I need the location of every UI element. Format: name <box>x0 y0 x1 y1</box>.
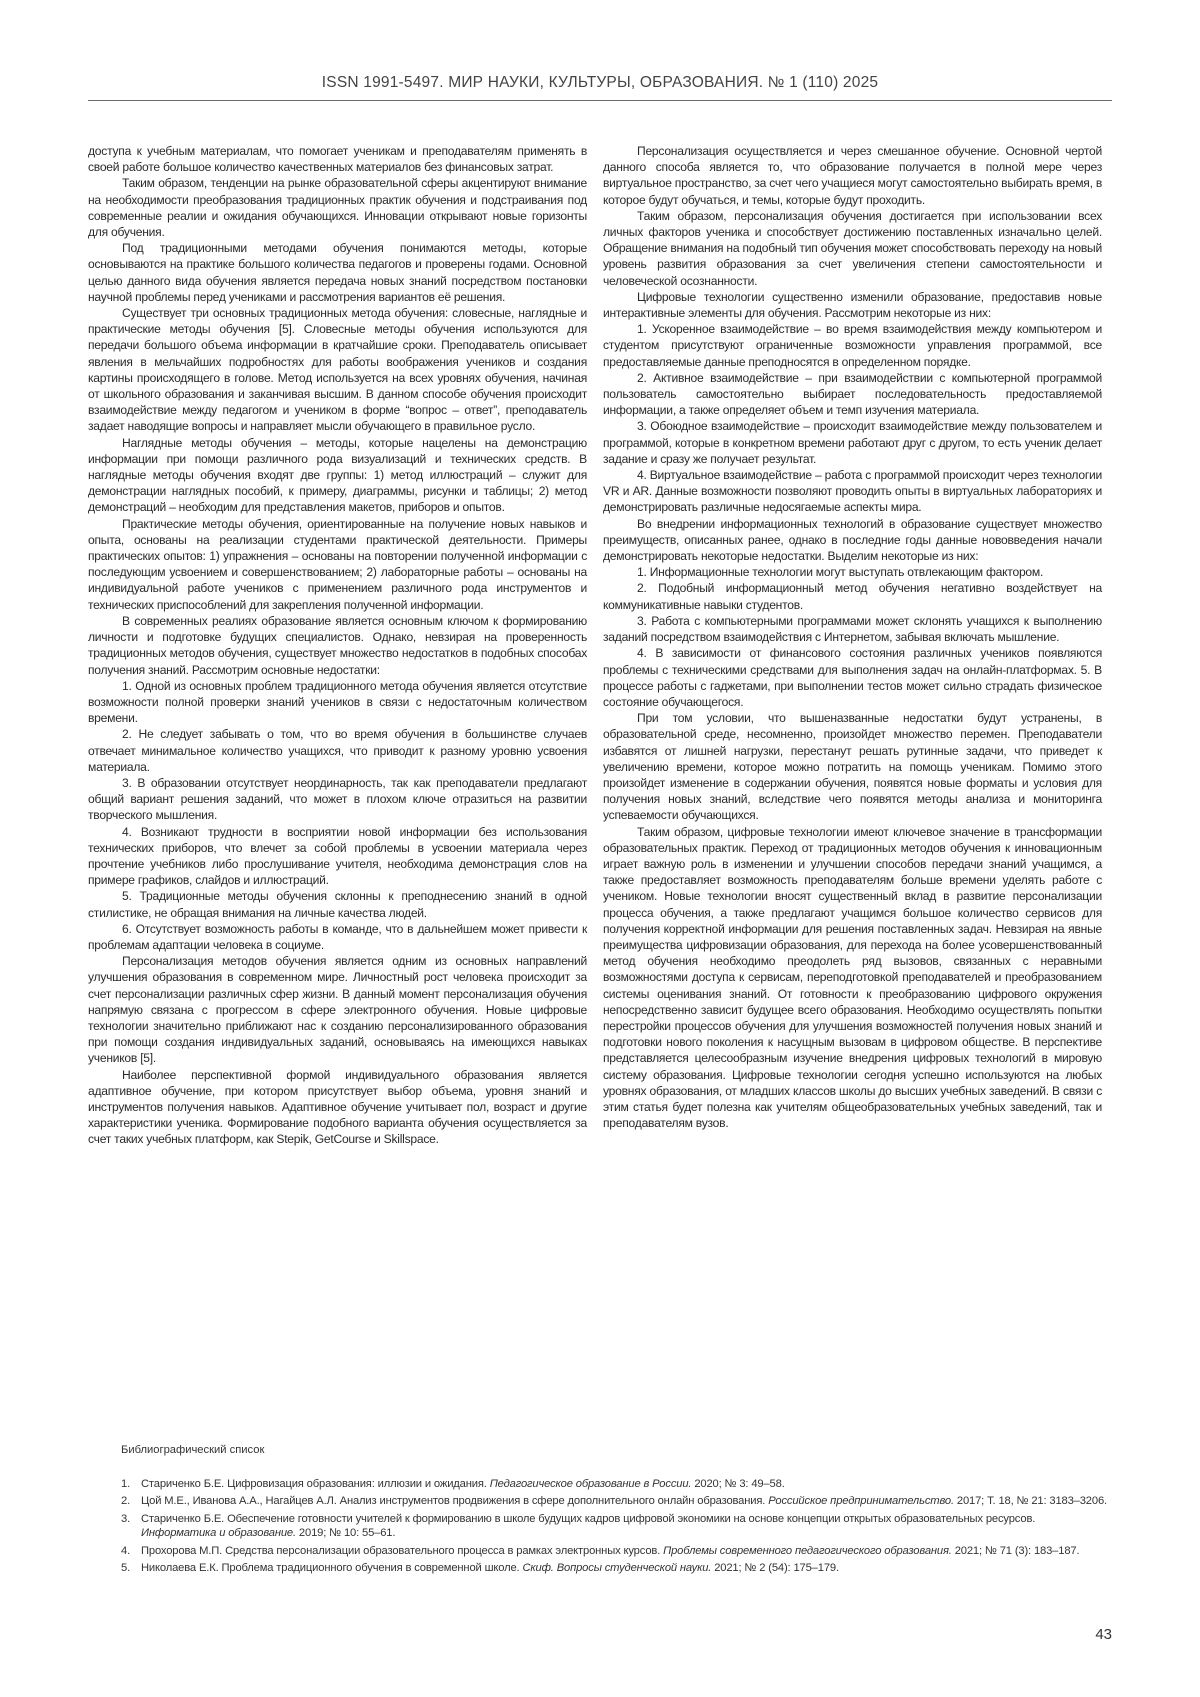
reference-number: 1. <box>121 1477 141 1492</box>
reference-text: Цой М.Е., Иванова А.А., Нагайцев А.Л. Анализ инструментов продвижения в сфере дополнительного онлайн образования. <box>141 1495 768 1507</box>
list-item: 4. Возникают трудности в восприятии новой информации без использования технических приборов, что влечет за собой проблемы в усвоении материала через прочтение учебников либо прослушивание учителя, необходима демонстрация слов на примере графиков, слайдов и иллюстраций. <box>88 824 587 889</box>
list-item: 4. В зависимости от финансового состояния различных учеников появляются проблемы с техническими средствами для выполнения задач на онлайн-платформах. 5. В процессе работы с гаджетами, при выполнении тестов может сильно страдать физическое состояние обучающегося. <box>603 645 1102 710</box>
reference-number: 5. <box>121 1561 141 1576</box>
reference-item <box>88 1477 1112 1492</box>
reference-details: 2017; Т. 18, № 21: 3183–3206. <box>954 1495 1107 1507</box>
paragraph: Персонализация методов обучения является одним из основных направлений улучшения образования в современном мире. Личностный рост человека происходит за счет персонализации различных сфер жизни. В данный момент персонализация обучения напрямую связана с прогрессом в сфере электронного обучения. Новые цифровые технологии значительно приближают нас к созданию персонализированного образования при помощи создания индивидуальных заданий, основываясь на имеющихся навыках учеников [5]. <box>88 953 587 1066</box>
list-item: 1. Одной из основных проблем традиционного метода обучения является отсутствие возможности полной проверки знаний учеников в связи с недостаточным количеством времени. <box>88 678 587 727</box>
list-item: 3. Работа с компьютерными программами может склонять учащихся к выполнению заданий посредством взаимодействия с Интернетом, забывая включать мышление. <box>603 613 1102 645</box>
list-item: 4. Виртуальное взаимодействие – работа с программой происходит через технологии VR и AR. Данные возможности позволяют проводить опыты в виртуальных лабораториях и демонстрировать различные недосягаемые аспекты мира. <box>603 467 1102 516</box>
paragraph: Наиболее перспективной формой индивидуального образования является адаптивное обучение, при котором присутствует выбор объема, уровня знаний и инструментов получения навыков. Адаптивное обучение учитывает пол, возраст и другие характеристики ученика. Формирование подобного варианта обучения осуществляется за счет таких учебных платформ, как Stepik, GetCourse и Skillspace. <box>88 1067 587 1148</box>
reference-journal: Педагогическое образование в России. <box>490 1478 692 1490</box>
bibliography-title: Библиографический список <box>121 1443 1112 1458</box>
reference-number: 2. <box>121 1494 141 1509</box>
list-item: 1. Информационные технологии могут выступать отвлекающим фактором. <box>603 564 1102 580</box>
list-item: 3. В образовании отсутствует неординарность, так как преподаватели предлагают общий вариант решения заданий, что может в плохом ключе отразиться на развитии творческого мышления. <box>88 775 587 824</box>
list-item: 2. Не следует забывать о том, что во время обучения в большинстве случаев отвечает минимальное количество учащихся, что приводит к разному уровню усвоения материала. <box>88 726 587 775</box>
list-item: 5. Традиционные методы обучения склонны к преподнесению знаний в одной стилистике, не обращая внимания на личные качества людей. <box>88 888 587 920</box>
reference-journal: Скиф. Вопросы студенческой науки. <box>522 1562 711 1574</box>
reference-details: 2021; № 71 (3): 183–187. <box>952 1545 1080 1557</box>
paragraph: доступа к учебным материалам, что помогает ученикам и преподавателям применять в своей работе большое количество качественных материалов без финансовых затрат. <box>88 143 587 175</box>
page-number: 43 <box>1095 1626 1112 1643</box>
reference-text: Прохорова М.П. Средства персонализации образовательного процесса в рамках электронных курсов. <box>141 1545 663 1557</box>
journal-header-title: ISSN 1991-5497. МИР НАУКИ, КУЛЬТУРЫ, ОБРАЗОВАНИЯ. № 1 (110) 2025 <box>322 74 878 91</box>
paragraph: Таким образом, персонализация обучения достигается при использовании всех личных факторов ученика и способствует достижению поставленных изначально целей. Обращение внимания на подобный тип обучения может способствовать переходу на новый уровень развития образования за счет увеличения степени самостоятельности и человеческой осознанности. <box>603 208 1102 289</box>
list-item: 1. Ускоренное взаимодействие – во время взаимодействия между компьютером и студентом присутствуют ограниченные возможности управления программой, все предоставляемые данные преподносятся в определенном порядке. <box>603 321 1102 370</box>
paragraph: Существует три основных традиционных метода обучения: словесные, наглядные и практические методы обучения [5]. Словесные методы обучения используются для передачи большого объема информации в кратчайшие сроки. Преподаватель описывает явления в мельчайших подробностях для работы воображения учеников и создания картины происходящего в голове. Метод используется на всех уровнях обучения, начиная от школьного образования и заканчивая высшим. В данном способе обучения происходит взаимодействие между педагогом и учеником в форме “вопрос – ответ”, преподаватель задает наводящие вопросы и направляет мысли обучающего в правильное русло. <box>88 305 587 435</box>
reference-item <box>88 1561 1112 1576</box>
reference-item <box>88 1494 1112 1509</box>
paragraph: Таким образом, тенденции на рынке образовательной сферы акцентируют внимание на необходимости преобразования традиционных практик обучения и подстраивания под современные реалии и ожидания обучающихся. Инновации открывают новые горизонты для обучения. <box>88 175 587 240</box>
paragraph: Практические методы обучения, ориентированные на получение новых навыков и опыта, основаны на реализации студентами практической деятельности. Примеры практических опытов: 1) упражнения – основаны на повторении полученной информации с последующим усвоением и совершенствованием; 2) лабораторные работы – основаны на индивидуальной работе учеников с применением различного рода инструментов и технических приспособлений для закрепления полученной информации. <box>88 516 587 613</box>
paragraph: Таким образом, цифровые технологии имеют ключевое значение в трансформации образовательных практик. Переход от традиционных методов обучения к инновационным играет важную роль в изменении и улучшении способов передачи знаний учащимся, а также предоставляет возможность преподавателям больше времени уделять работе с учеником. Новые технологии вносят существенный вклад в развитие персонализации процесса обучения, а также предлагают учащимся большое количество сервисов для получения корректной информации для решения поставленных задач. Невзирая на явные преимущества цифровизации образования, для перехода на более усовершенствованный метод обучения необходимо преодолеть ряд вызовов, связанных с неравными возможностями доступа к сервисам, переподготовкой преподавателей и преобразованием системы оценивания знаний. От готовности к преобразованию цифрового окружения непосредственно зависит будущее всего образования. Необходимо осуществлять попытки перестройки процессов обучения для улучшения возможностей получения новых знаний и подготовки нового поколения к насущным вызовам в цифровом обществе. В перспективе представляется целесообразным изучение внедрения цифровых технологий в мировую систему образования. Цифровые технологии сегодня успешно используются на любых уровнях образования, от младших классов школы до высших учебных заведений. В связи с этим статья будет полезна как учителям общеобразовательных учебных заведений, так и преподавателям вузов. <box>603 824 1102 1132</box>
list-item: 2. Активное взаимодействие – при взаимодействии с компьютерной программой пользователь самостоятельно выбирает последовательность предоставляемой информации, а также определяет объем и темп изучения материала. <box>603 370 1102 419</box>
paragraph: В современных реалиях образование является основным ключом к формированию личности и подготовке будущих специалистов. Однако, невзирая на проверенность традиционных методов обучения, существует множество недостатков в подобных способах получения знаний. Рассмотрим основные недостатки: <box>88 613 587 678</box>
left-column <box>88 143 587 1148</box>
paragraph: При том условии, что вышеназванные недостатки будут устранены, в образовательной среде, несомненно, произойдет множество перемен. Преподаватели избавятся от лишней нагрузки, перестанут решать рутинные задачи, что приведет к увеличению времени, которое можно потратить на помощь ученикам. Помимо этого произойдет изменение в содержании обучения, появятся новые форматы и условия для получения новых знаний, вследствие чего появятся методы анализа и мониторинга успеваемости обучающихся. <box>603 710 1102 823</box>
right-column <box>603 143 1102 1131</box>
list-item: 2. Подобный информационный метод обучения негативно воздействует на коммуникативные навыки студентов. <box>603 580 1102 612</box>
reference-number: 4. <box>121 1544 141 1559</box>
reference-text: Николаева Е.К. Проблема традиционного обучения в современной школе. <box>141 1562 522 1574</box>
reference-item <box>88 1512 1112 1541</box>
list-item: 3. Обоюдное взаимодействие – происходит взаимодействие между пользователем и программой, которые в конкретном времени работают друг с другом, то есть ученик делает задание и сразу же получает результат. <box>603 418 1102 467</box>
reference-journal: Информатика и образование. <box>141 1527 296 1539</box>
journal-header <box>88 74 1112 101</box>
list-item: 6. Отсутствует возможность работы в команде, что в дальнейшем может привести к проблемам адаптации человека в социуме. <box>88 921 587 953</box>
paragraph: Цифровые технологии существенно изменили образование, предоставив новые интерактивные элементы для обучения. Рассмотрим некоторые из них: <box>603 289 1102 321</box>
reference-number: 3. <box>121 1512 141 1527</box>
reference-journal: Российское предпринимательство. <box>768 1495 954 1507</box>
reference-list <box>88 1477 1112 1576</box>
reference-text: Стариченко Б.Е. Цифровизация образования: иллюзии и ожидания. <box>141 1478 490 1490</box>
reference-item <box>88 1544 1112 1559</box>
paragraph: Во внедрении информационных технологий в образование существует множество преимуществ, описанных ранее, однако в последние годы данные нововведения начали демонстрировать некоторые недостатки. Выделим некоторые из них: <box>603 516 1102 565</box>
reference-journal: Проблемы современного педагогического образования. <box>663 1545 952 1557</box>
reference-details: 2020; № 3: 49–58. <box>691 1478 784 1490</box>
paragraph: Под традиционными методами обучения понимаются методы, которые основываются на практике большого количества педагогов и проверены годами. Основной целью данного вида обучения является передача новых знаний посредством постановки научной проблемы перед учениками и рассмотрения вариантов её решения. <box>88 240 587 305</box>
paragraph: Наглядные методы обучения – методы, которые нацелены на демонстрацию информации при помощи различного рода визуализаций и технических средств. В наглядные методы обучения входят две группы: 1) метод иллюстраций – служит для демонстрации наглядных пособий, к примеру, диаграммы, рисунки и таблицы; 2) метод демонстраций – необходим для представления макетов, приборов и опытов. <box>88 435 587 516</box>
reference-details: 2021; № 2 (54): 175–179. <box>711 1562 839 1574</box>
bibliography <box>88 1443 1112 1579</box>
paragraph: Персонализация осуществляется и через смешанное обучение. Основной чертой данного способа является то, что образование получается в полной мере через виртуальное пространство, за счет чего учащиеся могут самостоятельно выбирать время, в которое будут обучаться, и темы, которые будут проходить. <box>603 143 1102 208</box>
reference-details: 2019; № 10: 55–61. <box>296 1527 395 1539</box>
reference-text: Стариченко Б.Е. Обеспечение готовности учителей к формированию в школе будущих кадров цифровой экономики на основе концепции открытых образовательных ресурсов. <box>141 1513 1035 1525</box>
